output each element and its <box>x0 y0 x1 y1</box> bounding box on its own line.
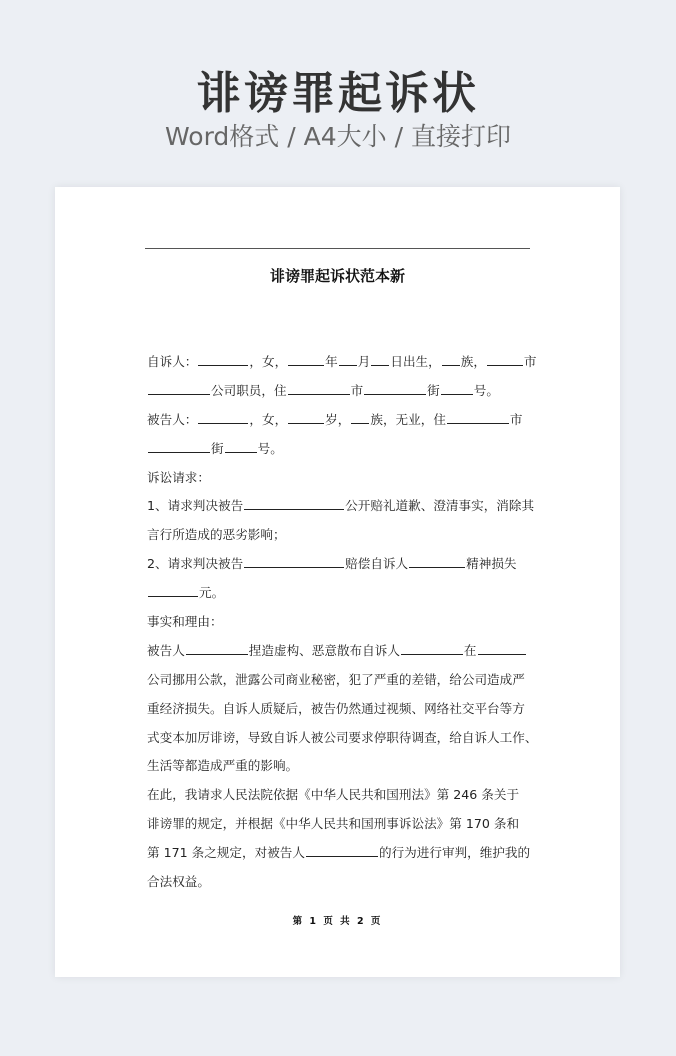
fill-in-blank[interactable] <box>442 352 460 366</box>
document-line <box>147 579 532 608</box>
line-text: 岁， <box>325 411 351 427</box>
fill-in-blank[interactable] <box>447 410 509 424</box>
fill-in-blank[interactable] <box>288 410 324 424</box>
line-text: 的行为进行审判，维护我的 <box>378 845 531 861</box>
line-text: 捏造虚构、恶意散布自诉人 <box>248 642 400 658</box>
line-text: 公司挪用公款，泄露公司商业秘密，犯了严重的差错，给公司造成严 <box>147 671 525 687</box>
fill-in-blank[interactable] <box>148 439 210 453</box>
line-text: 赔偿自诉人 <box>345 556 409 572</box>
document-line <box>147 781 532 810</box>
fill-in-blank[interactable] <box>441 381 473 395</box>
fill-in-blank[interactable] <box>244 496 344 510</box>
line-text: 事实和理由： <box>147 614 223 630</box>
line-text: 号。 <box>473 382 499 398</box>
document-page <box>55 187 620 977</box>
line-text: 生活等都造成严重的影响。 <box>147 758 299 774</box>
document-line <box>147 839 532 868</box>
line-text: 合法权益。 <box>147 874 210 890</box>
hero-subtitle: Word格式 / A4大小 / 直接打印 <box>165 122 511 151</box>
fill-in-blank[interactable] <box>288 352 324 366</box>
header-rule <box>145 248 530 249</box>
line-text: 式变本加厉诽谤，导致自诉人被公司要求停职待调查，给自诉人工作、 <box>147 729 538 745</box>
fill-in-blank[interactable] <box>306 843 378 857</box>
line-text: 街 <box>427 382 440 398</box>
document-line <box>147 521 532 550</box>
document-line <box>147 406 532 435</box>
document-line <box>147 550 532 579</box>
document-line <box>147 464 532 493</box>
fill-in-blank[interactable] <box>409 554 465 568</box>
line-text: 号。 <box>257 440 283 456</box>
document-line <box>147 637 532 666</box>
fill-in-blank[interactable] <box>478 641 526 655</box>
document-line <box>147 435 532 464</box>
fill-in-blank[interactable] <box>351 410 369 424</box>
fill-in-blank[interactable] <box>244 554 344 568</box>
line-text: 在此，我请求人民法院依据《中华人民共和国刑法》第 246 条关于 <box>147 787 520 803</box>
line-text: ，女， <box>249 354 288 369</box>
document-title: 诽谤罪起诉状范本新 <box>269 267 405 285</box>
line-text: 1、请求判决被告 <box>147 498 244 514</box>
document-line <box>147 666 532 695</box>
line-text: 市 <box>509 411 523 427</box>
line-text: 在 <box>463 642 477 658</box>
document-line <box>147 752 532 781</box>
fill-in-blank[interactable] <box>364 381 426 395</box>
document-line <box>147 724 538 753</box>
document-line <box>147 377 532 406</box>
document-line <box>147 810 532 839</box>
line-text: 族，无业，住 <box>370 411 446 427</box>
line-text: 诽谤罪的规定，并根据《中华人民共和国刑事诉讼法》第 170 条和 <box>147 816 520 832</box>
fill-in-blank[interactable] <box>288 381 350 395</box>
fill-in-blank[interactable] <box>186 641 248 655</box>
line-text: 元。 <box>199 585 225 601</box>
fill-in-blank[interactable] <box>198 352 248 366</box>
line-text: 2、请求判决被告 <box>147 556 244 572</box>
fill-in-blank[interactable] <box>198 410 248 424</box>
line-text: 言行所造成的恶劣影响； <box>147 527 286 543</box>
fill-in-blank[interactable] <box>339 352 357 366</box>
document-line <box>147 492 535 521</box>
page-footer: 第 1 页 共 2 页 <box>292 916 383 927</box>
line-text: 市 <box>523 354 537 369</box>
line-text: 月 <box>357 354 371 369</box>
fill-in-blank[interactable] <box>148 583 198 597</box>
line-text: 街 <box>211 440 224 456</box>
fill-in-blank[interactable] <box>487 352 523 366</box>
line-text: 日出生， <box>390 354 441 369</box>
line-text: 公开赔礼道歉、澄清事实，消除其 <box>345 498 535 514</box>
line-text: 自诉人： <box>147 354 198 369</box>
line-text: 市 <box>350 382 364 398</box>
line-text: ，女， <box>249 411 288 427</box>
line-text: 第 171 条之规定，对被告人 <box>147 845 305 861</box>
line-text: 公司职员，住 <box>211 382 287 398</box>
hero-title: 诽谤罪起诉状 <box>197 68 479 119</box>
line-text: 诉讼请求： <box>147 469 210 485</box>
line-text: 被告人 <box>147 642 185 658</box>
document-line <box>147 608 532 637</box>
fill-in-blank[interactable] <box>401 641 463 655</box>
document-line <box>147 868 532 897</box>
fill-in-blank[interactable] <box>148 381 210 395</box>
document-line <box>147 695 532 724</box>
line-text: 精神损失 <box>466 556 517 572</box>
fill-in-blank[interactable] <box>225 439 257 453</box>
fill-in-blank[interactable] <box>371 352 389 366</box>
line-text: 重经济损失。自诉人质疑后，被告仍然通过视频、网络社交平台等方 <box>147 700 525 716</box>
line-text: 被告人： <box>147 411 198 427</box>
line-text: 族， <box>460 354 486 369</box>
line-text: 年 <box>325 354 338 369</box>
document-line <box>147 348 537 377</box>
document-body <box>147 348 538 897</box>
